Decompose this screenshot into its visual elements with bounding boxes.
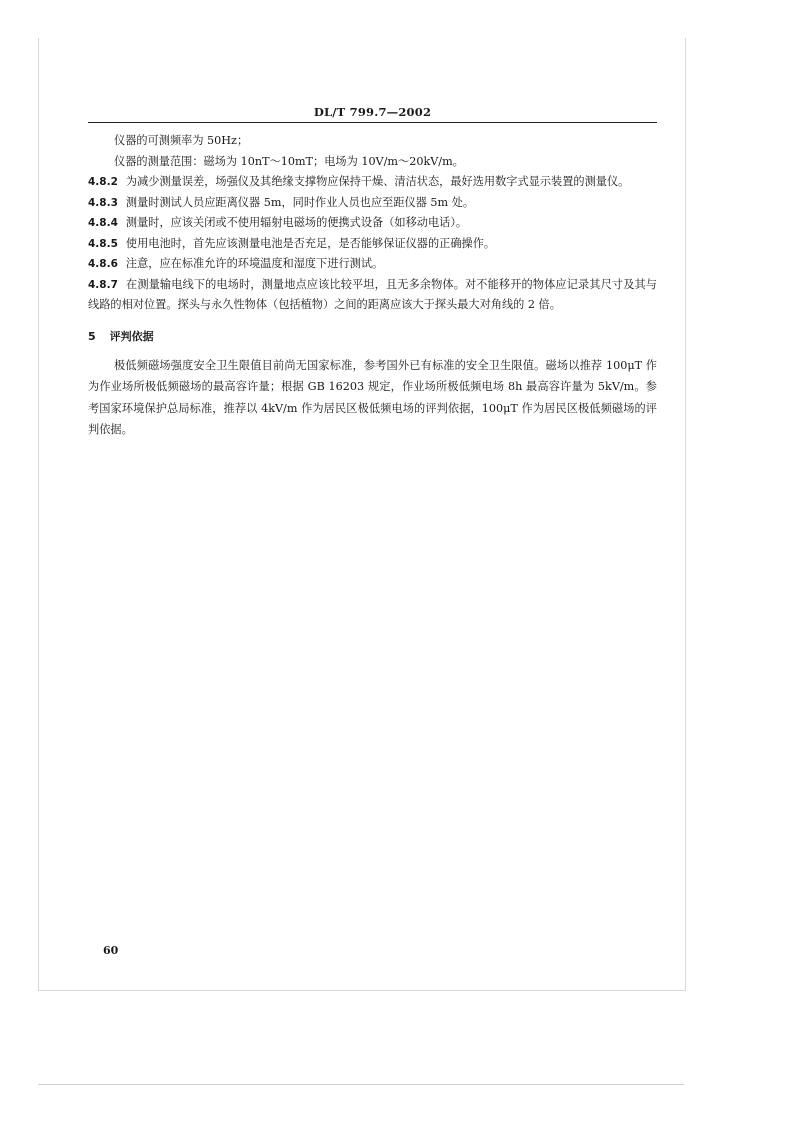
- page-content: [88, 131, 657, 441]
- clause-paragraph: [88, 193, 657, 214]
- paragraph: [88, 131, 657, 152]
- clause-paragraph: [88, 213, 657, 234]
- clause-number: 4.8.5: [88, 237, 118, 250]
- clause-text: 注意，应在标准允许的环境温度和湿度下进行测试。: [125, 257, 384, 270]
- clause-text: 测量时测试人员应距离仪器 5m，同时作业人员也应至距仪器 5m 处。: [125, 195, 475, 209]
- paragraph-text: 仪器的测量范围：磁场为 10nT～10mT；电场为 10V/m～20kV/m。: [114, 154, 464, 168]
- clause-number: 4.8.4: [88, 217, 118, 229]
- section-title: 评判依据: [109, 329, 154, 343]
- bottom-divider: [38, 1084, 684, 1085]
- section-body-text: 极低频磁场强度安全卫生限值目前尚无国家标准，参考国外已有标准的安全卫生限值。磁场以推荐 100μT 作为作业场所极低频磁场的最高容许量；根据 GB 16203 规定，作业场所极低频电场 8h 最高容许量为 5kV/m。参考国家环境保护总局标准，推荐以 4kV/m 作为居民区极低频电场的评判依据，100μT 作为居民区极低频磁场的评判依据。: [88, 358, 657, 436]
- section-number: 5: [88, 329, 96, 343]
- paragraph-text: 仪器的可测频率为 50Hz；: [114, 134, 249, 147]
- paragraph: [88, 152, 657, 173]
- clause-text: 使用电池时，首先应该测量电池是否充足，是否能够保证仪器的正确操作。: [125, 236, 496, 250]
- clause-number: 4.8.2: [88, 176, 118, 188]
- clause-paragraph: [88, 254, 657, 275]
- clause-text: 在测量输电线下的电场时，测量地点应该比较平坦，且无多余物体。对不能移开的物体应记录其尺寸及其与线路的相对位置。探头与永久性物体（包括植物）之间的距离应该大于探头最大对角线的 2 倍。: [88, 277, 657, 311]
- clause-number: 4.8.6: [88, 258, 118, 270]
- page-number: 60: [103, 944, 119, 957]
- section-body: [88, 355, 657, 441]
- clause-paragraph: [88, 234, 657, 255]
- standard-code: DL/T 799.7—2002: [313, 105, 432, 119]
- clause-number: 4.8.7: [88, 278, 118, 291]
- clause-text: 测量时，应该关闭或不使用辐射电磁场的便携式设备（如移动电话）。: [125, 216, 468, 229]
- clause-paragraph: [88, 172, 657, 193]
- clause-text: 为减少测量误差，场强仪及其绝缘支撑物应保持干燥、清洁状态，最好选用数字式显示装置的测量仪。: [125, 175, 630, 188]
- clause-paragraph: [88, 275, 657, 316]
- clause-number: 4.8.3: [88, 196, 118, 209]
- page-header: [88, 102, 657, 123]
- section-heading: [88, 327, 657, 347]
